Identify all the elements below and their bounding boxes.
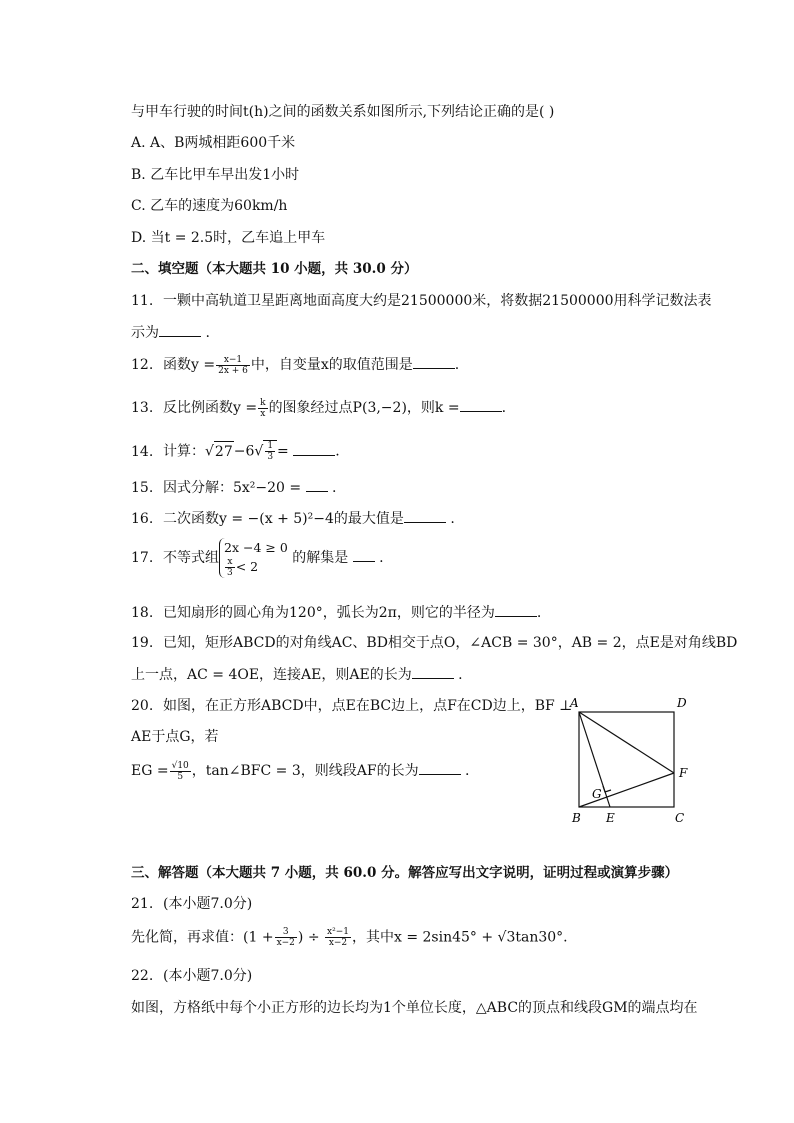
right-angle-mark [603, 786, 611, 792]
label-e: E [606, 811, 615, 825]
q17: 17. 不等式组2x −4 ≥ 0 $\frac{x}{3}$ < 2 的解集是 . [131, 540, 384, 578]
label-g: G [592, 787, 602, 801]
q19-line2: 上一点，AC = 4OE，连接AE，则AE的长为 . [131, 664, 463, 685]
q21-header: 21. (本小题7.0分) [131, 896, 253, 912]
q22-body: 如图，方格纸中每个小正方形的边长均为1个单位长度，△ABC的顶点和线段GM的端点均在 [131, 1000, 698, 1016]
q10-stem: 与甲车行驶的时间t(h)之间的函数关系如图所示,下列结论正确的是( ) [131, 104, 555, 120]
section-3-title: 三、解答题（本大题共 7 小题，共 60.0 分。解答应写出文字说明，证明过程或演算步骤） [131, 865, 679, 881]
q10-option-b: B. 乙车比甲车早出发1小时 [131, 167, 300, 183]
q11-line2: 示为 . [131, 322, 210, 343]
label-f: F [679, 766, 688, 780]
q13: 13. 反比例函数y = $\frac{k}{x}$ 的图象经过点P(3,−2)，则k = . [131, 397, 507, 419]
q20-line3: EG = $\frac{√10}{5}$ ，tan∠BFC = 3，则线段AF的长为 . [131, 760, 470, 782]
q10-option-a: A. A、B两城相距600千米 [131, 135, 296, 151]
square-geometry-figure [566, 693, 696, 828]
q10-option-d: D. 当t = 2.5时，乙车追上甲车 [131, 230, 326, 246]
q20-line2: AE于点G，若 [131, 729, 219, 745]
q20-line1: 20. 如图，在正方形ABCD中，点E在BC边上，点F在CD边上，BF ⊥ [131, 698, 573, 714]
q21-body: 先化简，再求值：(1 + $\frac{3}{x-2}$ ) ÷ $\frac{\text{x²−1}}{x-2}$ ，其中x = 2sin45° + √3tan30°. [131, 927, 568, 948]
q14: 14. 计算：√27−6√ $\frac{1}{3}$ = . [131, 441, 340, 462]
segment-af [579, 712, 674, 773]
q11-line1: 11. 一颗中高轨道卫星距离地面高度大约是21500000米，将数据21500000用科学记数法表 [131, 293, 712, 309]
label-a: A [570, 696, 579, 710]
q16: 16. 二次函数y = −(x + 5)²−4的最大值是 . [131, 508, 455, 529]
q18: 18. 已知扇形的圆心角为120°，弧长为2π，则它的半径为 . [131, 602, 541, 623]
label-b: B [572, 811, 581, 825]
label-c: C [675, 811, 685, 825]
q15: 15. 因式分解：5x²−20 = . [131, 477, 337, 498]
q22-header: 22. (本小题7.0分) [131, 968, 253, 984]
q12: 12. 函数y = $\frac{x-1}{2x + 6}$ 中，自变量x的取值范围是 . [131, 354, 460, 376]
q19-line1: 19. 已知，矩形ABCD的对角线AC、BD相交于点O，∠ACB = 30°，AB = 2，点E是对角线BD [131, 635, 738, 651]
section-2-title: 二、填空题（本大题共 10 小题，共 30.0 分） [131, 261, 418, 277]
q10-option-c: C. 乙车的速度为60km/h [131, 198, 288, 214]
label-d: D [677, 696, 687, 710]
